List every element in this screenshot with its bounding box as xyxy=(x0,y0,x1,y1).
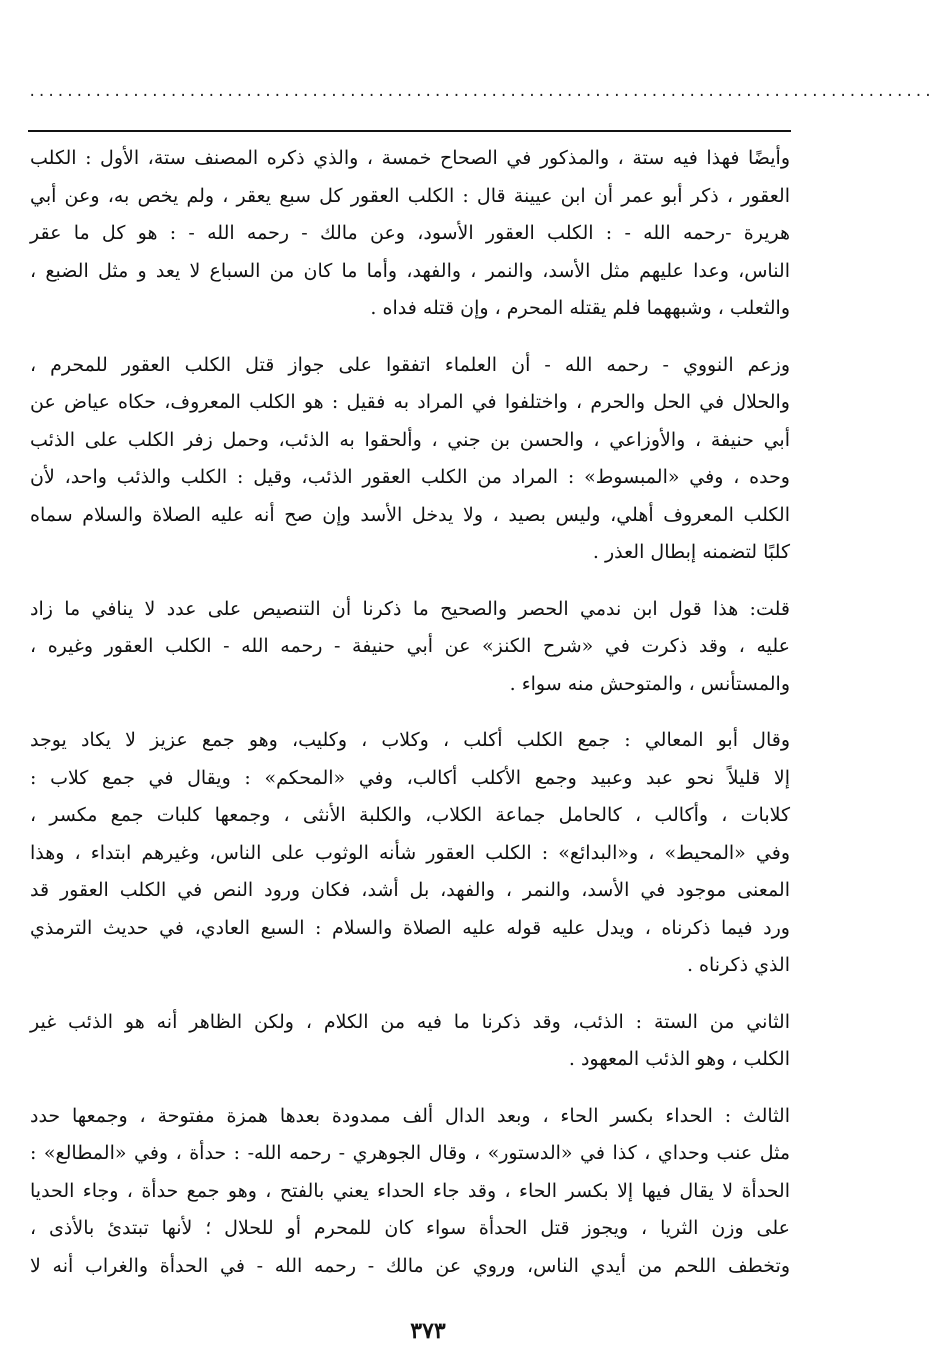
text-line: ورد فيما ذكرناه ، ويدل عليه قوله عليه الصلاة والسلام : السبع العادي، في حديث الترمذي xyxy=(30,916,790,939)
paragraph xyxy=(30,591,790,704)
text-line: الثاني من الستة : الذئب، وقد ذكرنا ما فيه من الكلام ، ولكن الظاهر أنه هو الذئب غير xyxy=(30,1010,790,1033)
text-line: أبي حنيفة ، والأوزاعي ، والحسن بن جني ، وألحقوا به الذئب، وحمل زفر الكلب على الذئب xyxy=(30,428,790,451)
paragraph xyxy=(30,722,790,985)
text-line: وأيضًا فهذا فيه ستة ، والمذكور في الصحاح خمسة ، والذي ذكره المصنف ستة، الأول : الكلب xyxy=(30,147,790,169)
text-line: الذي ذكرناه . xyxy=(686,954,790,976)
text-line: الكلب المعروف أهلي، وليس بصيد ، ولا يدخل الأسد وإن صح أنه عليه الصلاة والسلام سماه xyxy=(30,503,790,526)
paragraph xyxy=(30,140,790,328)
text-line: كلابات ، وأكالب ، كالحامل جماعة الكلاب، والكلبة الأنثى ، وجمعها كلبات جمع مكسر ، xyxy=(30,804,790,826)
text-line: قلت: هذا قول ابن ندمي الحصر والصحيح ما ذكرنا أن التنصيص على عدد لا ينافي ما زاد xyxy=(30,597,790,620)
paragraph xyxy=(30,1098,790,1286)
text-line: كلبًا لتضمنه إبطال العذر . xyxy=(592,541,790,563)
text-line: مثل عنب وحداي ، كذا في «الدستور» ، وقال الجوهري - رحمه الله- : حدأة ، وفي «المطالع» : xyxy=(30,1142,790,1164)
paragraph xyxy=(30,347,790,572)
text-line: عليه ، وقد ذكرت في «شرح الكنز» عن أبي حنيفة - رحمه الله - الكلب العقور وغيره ، xyxy=(30,635,790,657)
text-line: هريرة -رحمه الله - : الكلب العقور الأسود، وعن مالك - رحمه الله - : هو كل ما عقر xyxy=(30,222,790,244)
text-line: والمستأنس ، والمتوحش منه سواء . xyxy=(509,672,790,695)
text-line: وزعم النووي - رحمه الله - أن العلماء اتفقوا على جواز قتل الكلب العقور للمحرم ، xyxy=(30,353,790,376)
text-line: المعنى موجود في الأسد، والنمر ، والفهد، بل أشد، فكان ورود النص في الكلب العقور قد xyxy=(30,879,790,901)
paragraph xyxy=(30,1004,790,1079)
header-rule xyxy=(28,130,791,132)
text-line: وفي «المحيط» ، و«البدائع» : الكلب العقور شأنه الوثوب على الناس، وغيرهم ابتداء ، وهذا xyxy=(30,841,790,864)
text-line: الحدأة لا يقال فيها إلا بكسر الحاء ، وقد جاء الحداء يعني بالفتح ، وهو جمع حدأة ، وجاء الحديا xyxy=(30,1179,790,1202)
header-dotted-line: ................................................................................................ xyxy=(28,84,933,100)
text-line: والثعلب ، وشبههما فلم يقتله المحرم ، وإن قتله فداه . xyxy=(370,297,790,319)
text-line: إلا قليلاً نحو عبد وعبيد وجمع الأكلب أكالب، وفي «المحكم» : ويقال في جمع كلاب : xyxy=(30,766,790,789)
text-line: والحلال في الحل والحرم ، واختلفوا في المراد به فقيل : هو الكلب المعروف، حكاه عياض عن xyxy=(30,391,790,413)
text-line: على وزن الثريا ، ويجوز قتل الحدأة سواء كان للمحرم أو للحلال ؛ لأنها تبتدئ بالأذى ، xyxy=(30,1217,790,1239)
text-line: وحده ، وفي «المبسوط» : المراد من الكلب العقور الذئب، وقيل : الكلب والذئب واحد، لأن xyxy=(30,466,790,488)
text-line: وتخطف اللحم من أيدي الناس، وروي عن مالك - رحمه الله - في الحدأة والغراب أنه لا xyxy=(30,1254,790,1277)
text-line: وقال أبو المعالي : جمع الكلب أكلب ، وكلاب ، وكليب، وهو جمع عزيز لا يكاد يوجد xyxy=(30,729,790,751)
text-line: الناس، وعدا عليهم مثل الأسد، والنمر ، والفهد، وأما ما كان من السباع لا يعد و مثل الضبع ، xyxy=(30,259,790,282)
text-line: الثالث : الحداء بكسر الحاء ، وبعد الدال ألف ممدودة بعدها همزة مفتوحة ، وجمعها حدد xyxy=(30,1104,790,1127)
body-text xyxy=(30,140,790,1304)
text-line: العقور ، ذكر أبو عمر أن ابن عيينة قال : الكلب العقور كل سبع يعقر ، ولم يخص به، وعن أبي xyxy=(30,184,790,207)
text-line: الكلب ، وهو الذئب المعهود . xyxy=(568,1048,790,1070)
page-number: ٣٧٣ xyxy=(410,1318,446,1344)
